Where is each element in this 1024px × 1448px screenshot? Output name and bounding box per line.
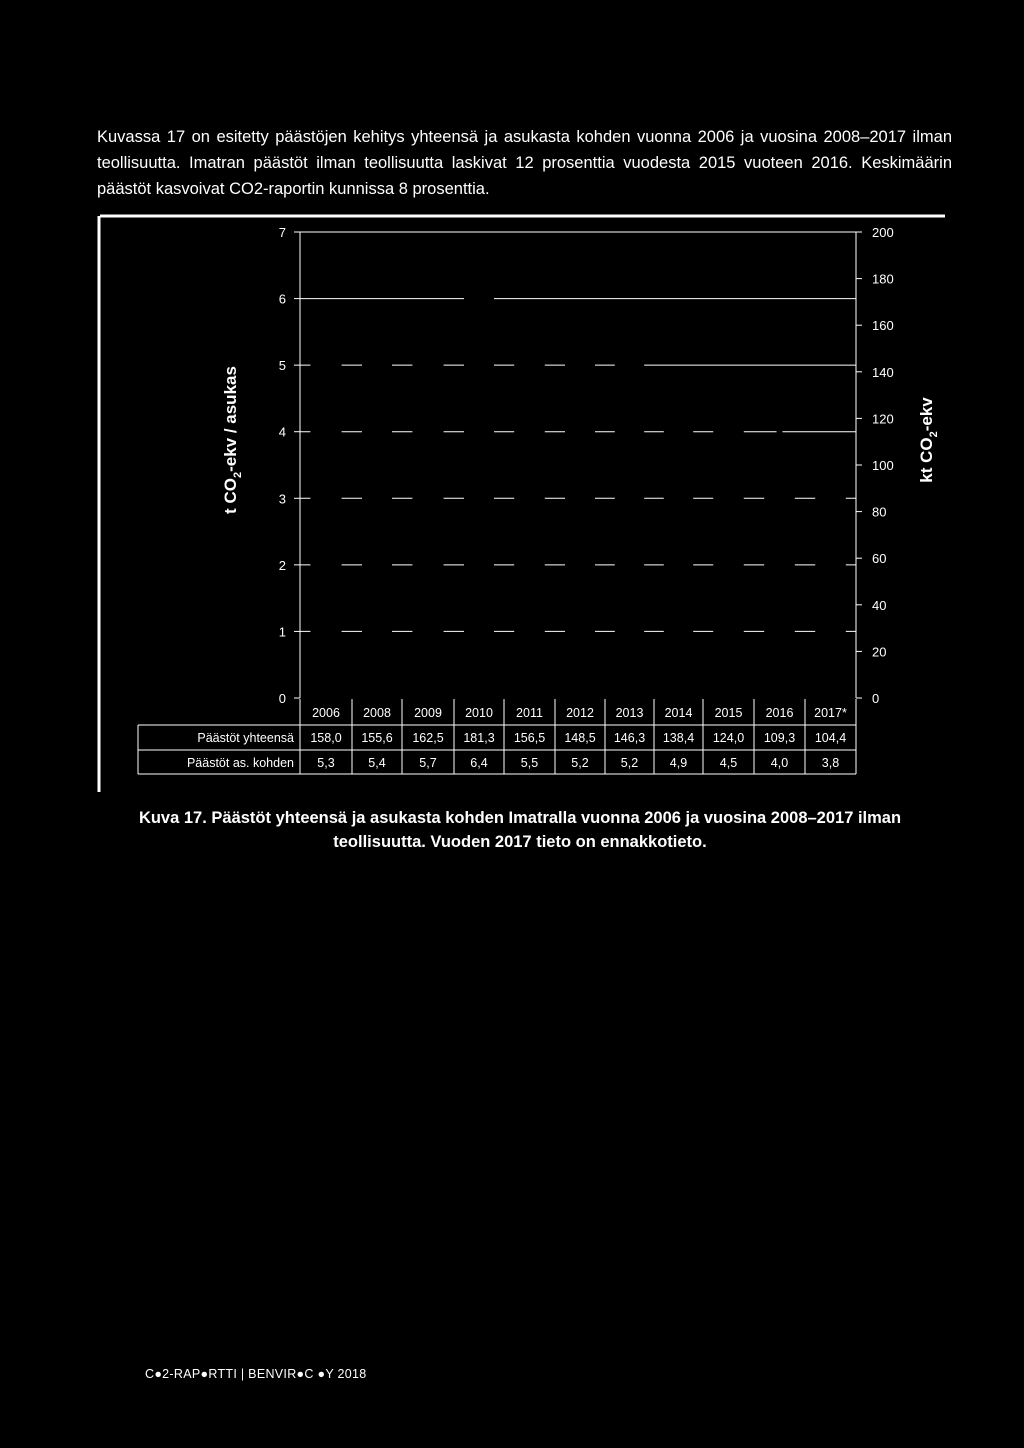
category-label: 2012 <box>566 706 594 720</box>
data-label: 181,3 <box>463 731 495 745</box>
category-label: 2010 <box>465 706 493 720</box>
point-2014 <box>676 369 682 375</box>
right-tick-label: 40 <box>872 597 887 613</box>
data-label: 6,4 <box>470 756 488 770</box>
data-label: 158,0 <box>310 731 342 745</box>
data-label: 138,4 <box>662 731 695 745</box>
series-name: Päästöt yhteensä <box>197 731 294 745</box>
data-label: 124,0 <box>712 731 745 745</box>
right-axis-title: kt $CO_2$-ekv <box>917 397 940 483</box>
point-2013 <box>627 349 633 355</box>
bar-2010 <box>464 276 494 698</box>
data-label: 5,2 <box>620 756 639 770</box>
right-tick-label: 100 <box>872 458 894 473</box>
data-label: 4,0 <box>770 756 789 770</box>
right-tick-label: 120 <box>872 411 894 427</box>
data-table <box>138 699 856 774</box>
data-label: 155,6 <box>361 731 393 745</box>
data-label: 148,5 <box>564 731 596 745</box>
bar-2009 <box>412 319 443 698</box>
left-axis-title: t $CO_2$-ekv / asukas <box>221 366 244 514</box>
category-label: 2009 <box>414 706 442 720</box>
category-label: 2008 <box>363 706 391 720</box>
data-label: 3,8 <box>821 756 840 770</box>
left-tick-label: 5 <box>278 358 286 374</box>
bar-2014 <box>664 376 693 698</box>
page-footer: C●2-RAP●RTTI | BENVIR●C ●Y 2018 <box>145 1367 367 1381</box>
category-label: 2015 <box>714 706 743 720</box>
data-label: 5,2 <box>571 756 589 770</box>
bar-2008 <box>362 335 392 698</box>
bar-2013 <box>615 357 644 698</box>
left-tick-label: 2 <box>278 557 286 573</box>
data-label: 5,3 <box>317 756 335 770</box>
data-label: 4,9 <box>669 756 688 770</box>
category-label: 2016 <box>765 706 794 720</box>
data-label: 104,4 <box>814 731 847 745</box>
point-2010 <box>476 269 482 275</box>
bar-2006 <box>310 330 341 698</box>
right-tick-label: 60 <box>872 551 887 567</box>
category-label: 2011 <box>516 706 543 720</box>
category-label: 2017* <box>814 706 847 720</box>
data-label: 5,4 <box>368 756 386 770</box>
right-tick-label: 140 <box>872 364 894 380</box>
point-2017* <box>828 442 834 448</box>
point-2012 <box>577 349 583 355</box>
bar-2016 <box>764 443 795 698</box>
point-2009 <box>425 316 431 322</box>
point-2008 <box>374 336 380 342</box>
data-label: 5,7 <box>419 756 437 770</box>
bar-2011 <box>514 333 545 698</box>
left-tick-label: 3 <box>278 491 286 507</box>
point-2015 <box>726 395 732 401</box>
data-label: 109,3 <box>763 731 796 745</box>
right-tick-label: 200 <box>872 225 894 240</box>
point-2006 <box>323 342 329 348</box>
right-tick-label: 80 <box>872 504 887 520</box>
bars <box>310 269 845 698</box>
data-label: 146,3 <box>613 731 646 745</box>
data-label: 162,5 <box>412 731 444 745</box>
data-label: 5,5 <box>520 756 539 770</box>
bar-2017* <box>815 455 846 698</box>
bar-2015 <box>713 409 744 698</box>
right-tick-label: 0 <box>872 691 880 706</box>
right-tick-label: 180 <box>872 271 894 287</box>
point-2011 <box>527 329 533 335</box>
right-tick-label: 20 <box>872 644 887 660</box>
category-label: 2013 <box>615 706 644 720</box>
data-label: 4,5 <box>719 756 738 770</box>
category-label: 2006 <box>312 706 340 720</box>
category-label: 2014 <box>664 706 693 720</box>
left-tick-label: 1 <box>278 624 286 640</box>
bar-2012 <box>565 352 595 698</box>
left-tick-label: 0 <box>278 691 286 706</box>
data-label: 156,5 <box>513 731 546 745</box>
series-name: Päästöt as. kohden <box>186 756 294 770</box>
right-tick-label: 160 <box>872 318 894 334</box>
left-tick-label: 4 <box>278 424 286 440</box>
point-2016 <box>777 429 783 435</box>
left-tick-label: 6 <box>278 291 286 307</box>
intro-text: Kuvassa 17 on esitetty päästöjen kehitys yhteensä ja asukasta kohden vuonna 2006 ja vuosina 2008–2017 ilman teollisuutta. Imatran päästöt ilman teollisuutta laskivat 12 prosenttia vuodesta 2015 vuoteen 2016. Keskimäärin päästöt kasvoivat CO2-raportin kunnissa 8 prosenttia. <box>97 128 952 198</box>
figure-caption: Kuva 17. Päästöt yhteensä ja asukasta kohden Imatralla vuonna 2006 ja vuosina 2008–2017 ilman teollisuutta. Vuoden 2017 tieto on ennakkotieto. <box>138 809 902 851</box>
left-tick-label: 7 <box>278 225 286 240</box>
